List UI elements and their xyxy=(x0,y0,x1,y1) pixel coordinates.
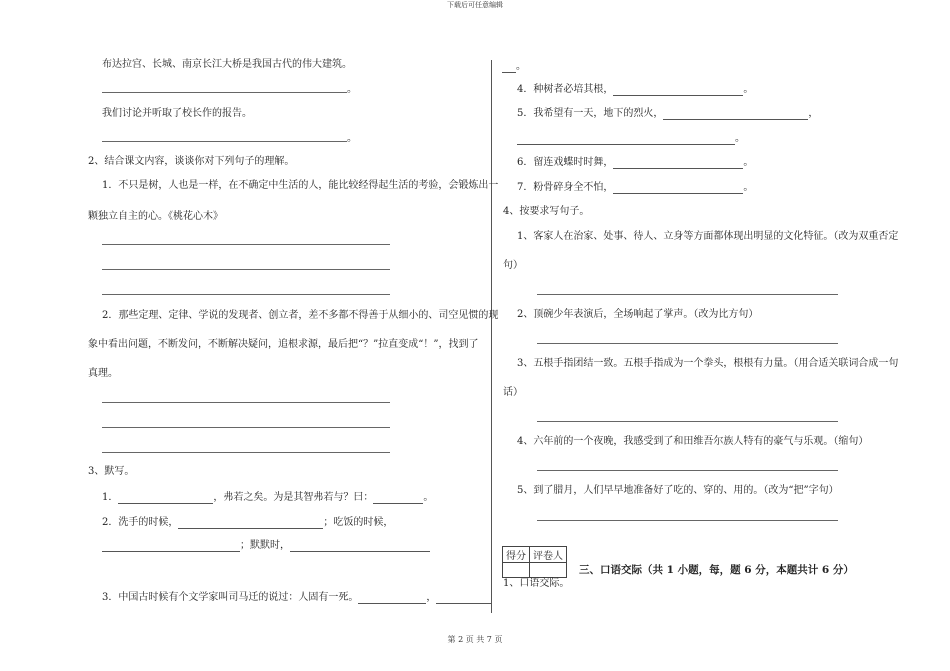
fill-blank[interactable] xyxy=(290,541,430,552)
section-3-question-1: 1、口语交际。 xyxy=(503,578,570,589)
answer-line[interactable] xyxy=(537,294,838,295)
fill-blank[interactable] xyxy=(358,593,426,604)
question-4-1-line2: 句） xyxy=(503,260,523,271)
question-3-2: 2．洗手的时候， ；吃饭的时候， xyxy=(102,517,394,528)
question-4-heading: 4、按要求写句子。 xyxy=(503,206,590,217)
fill-blank[interactable] xyxy=(373,493,423,504)
page-header: 下载后可任意编辑 xyxy=(447,1,503,9)
period: 。 xyxy=(347,133,357,144)
question-4-3-line2: 话） xyxy=(503,387,523,398)
question-4-5: 5、到了腊月，人们早早地准备好了吃的、穿的、用的。（改为“把”字句） xyxy=(517,485,839,496)
fill-blank[interactable] xyxy=(502,62,516,73)
question-2-2-line1: 2．那些定理、定律、学说的发现者、创立者，差不多都不得善于从细小的、司空见惯的现 xyxy=(102,310,499,321)
fill-blank[interactable] xyxy=(517,134,735,145)
example-sentence-2: 我们讨论并听取了校长作的报告。 xyxy=(102,108,252,119)
column-divider xyxy=(491,60,492,613)
question-4-2: 2、顶碗少年表演后，全场响起了掌声。（改为比方句） xyxy=(517,309,759,320)
recite-7: 7．粉骨碎身全不怕， 。 xyxy=(517,182,754,193)
answer-line[interactable] xyxy=(102,427,390,428)
answer-line[interactable] xyxy=(102,244,390,245)
question-2-1-line2: 颗独立自主的心。《桃花心木》 xyxy=(88,211,223,222)
answer-line[interactable] xyxy=(102,452,390,453)
fill-blank[interactable] xyxy=(118,493,213,504)
question-4-3-line1: 3、五根手指团结一致。五根手指成为一个拳头，根根有力量。（用合适关联词合成一句 xyxy=(517,358,899,369)
answer-line[interactable] xyxy=(537,470,838,471)
period: 。 xyxy=(347,84,357,95)
answer-line[interactable] xyxy=(102,269,390,270)
fill-blank[interactable] xyxy=(613,85,743,96)
question-3-2-cont: ；默默时， xyxy=(102,540,430,552)
fill-blank[interactable] xyxy=(102,541,240,552)
score-cell[interactable] xyxy=(503,563,530,578)
recite-5: 5．我希望有一天，地下的烈火， ， xyxy=(517,108,819,119)
answer-line[interactable] xyxy=(102,141,347,142)
score-label: 得分 xyxy=(503,547,530,563)
fill-blank[interactable] xyxy=(178,518,323,529)
answer-line[interactable] xyxy=(102,92,347,93)
grader-cell[interactable] xyxy=(530,563,567,578)
score-table xyxy=(502,546,567,578)
answer-line[interactable] xyxy=(537,520,838,521)
answer-line[interactable] xyxy=(537,343,838,344)
question-2-2-line2: 象中看出问题，不断发问，不断解决疑问，追根求源，最后把“？”拉直变成“！”，找到了 xyxy=(88,339,479,350)
question-2-heading: 2、结合课文内容，谈谈你对下列句子的理解。 xyxy=(88,156,295,167)
page-footer: 第 2 页 共 7 页 xyxy=(447,635,503,644)
fill-blank[interactable] xyxy=(663,109,808,120)
question-4-1-line1: 1、客家人在治家、处事、待人、立身等方面都体现出明显的文化特征。（改为双重否定 xyxy=(517,231,899,242)
question-3-1: 1． ，弗若之矣。为是其智弗若与？曰： 。 xyxy=(102,492,434,503)
question-2-1-line1: 1．不只是树，人也是一样，在不确定中生活的人，能比较经得起生活的考验，会锻炼出一 xyxy=(102,180,499,191)
answer-line[interactable] xyxy=(102,402,390,403)
question-2-2-line3: 真理。 xyxy=(88,368,118,379)
continued-blank: 。 xyxy=(502,61,526,73)
section-3-heading: 三、口语交际（共 1 小题，每，题 6 分，本题共计 6 分） xyxy=(579,564,854,576)
fill-blank[interactable] xyxy=(436,593,491,604)
fill-blank[interactable] xyxy=(613,183,743,194)
answer-line[interactable] xyxy=(537,421,838,422)
question-4-4: 4、六年前的一个夜晚，我感受到了和田维吾尔族人特有的豪气与乐观。（缩句） xyxy=(517,436,869,447)
example-sentence-1: 布达拉宫、长城、南京长江大桥是我国古代的伟大建筑。 xyxy=(102,59,352,70)
recite-5-cont: 。 xyxy=(517,133,745,145)
recite-6: 6．留连戏蝶时时舞， 。 xyxy=(517,157,754,168)
recite-4: 4．种树者必培其根， 。 xyxy=(517,84,754,95)
question-3-heading: 3、默写。 xyxy=(88,466,135,477)
grader-label: 评卷人 xyxy=(530,547,567,563)
question-3-3: 3．中国古时候有个文学家叫司马迁的说过：人固有一死。 ， xyxy=(102,592,491,604)
fill-blank[interactable] xyxy=(613,158,743,169)
answer-line[interactable] xyxy=(102,294,390,295)
